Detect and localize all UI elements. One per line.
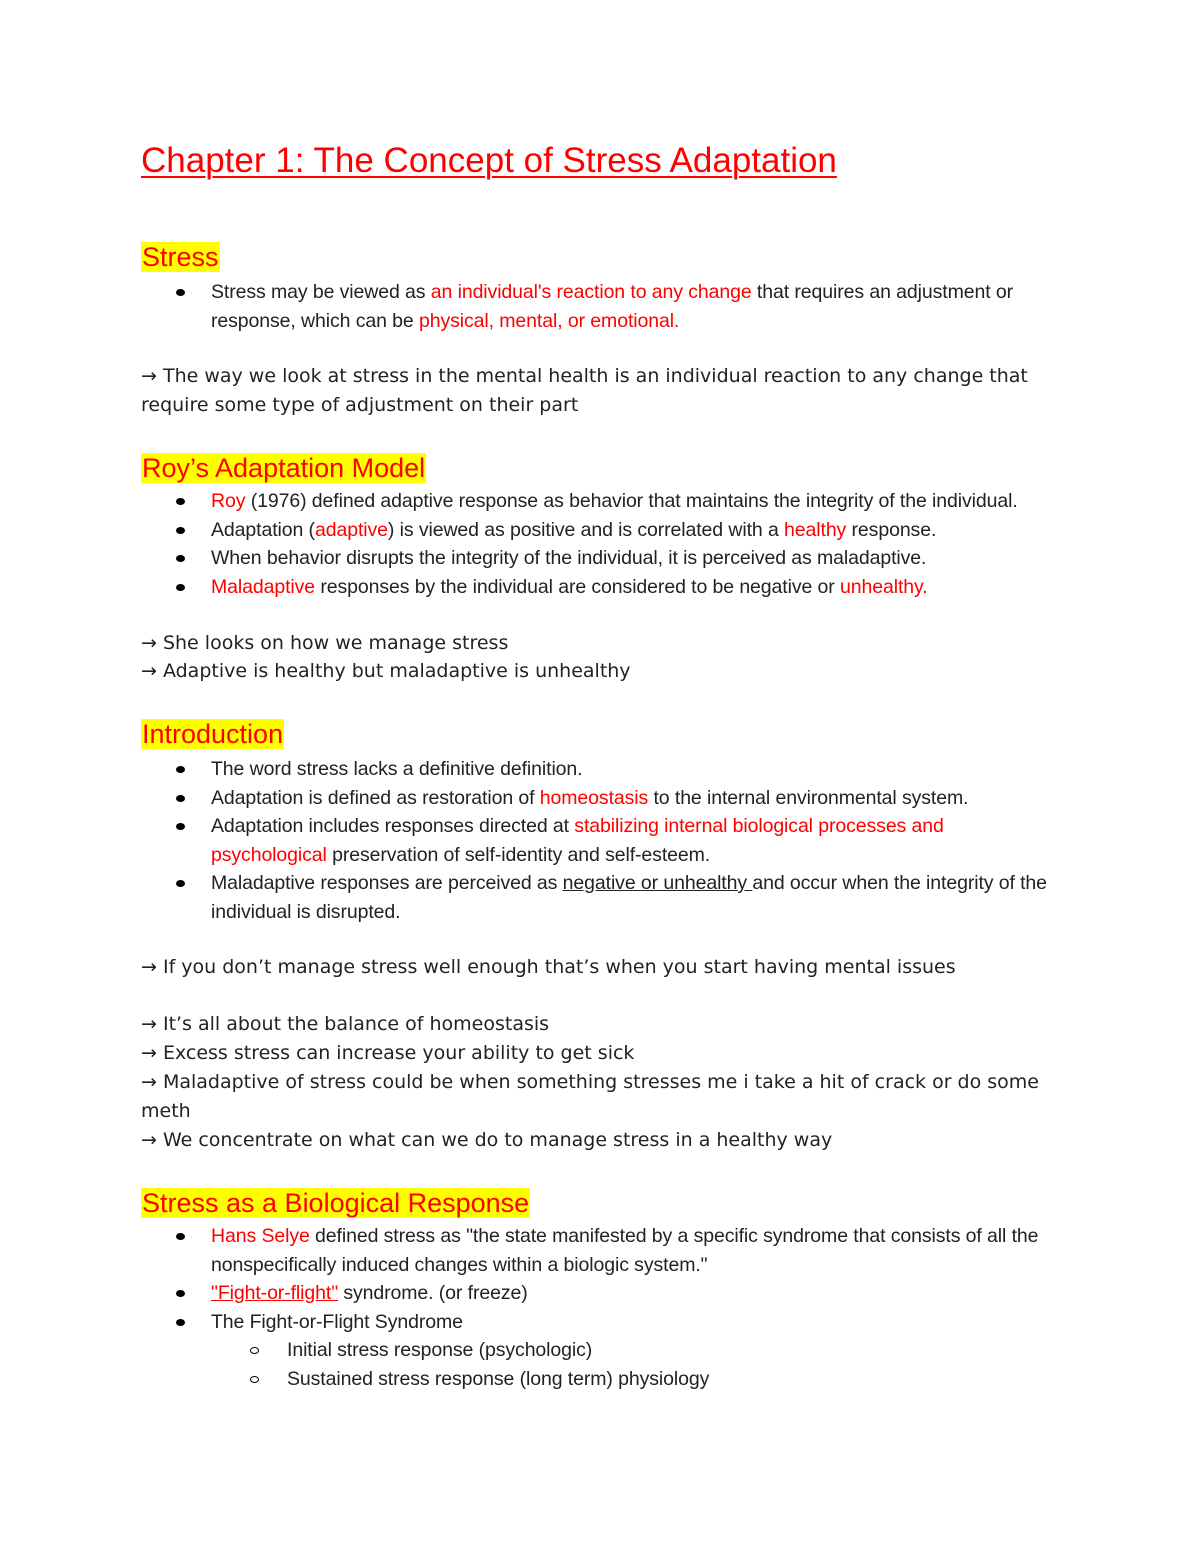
section-heading-stress: Stress [142, 242, 219, 272]
note-line: → We concentrate on what can we do to manage stress in a healthy way [141, 1129, 833, 1151]
bullet-icon [176, 527, 185, 534]
note-line: → The way we look at stress in the mental health is an individual reaction to any change that require some type of adjustment on their part [141, 365, 1028, 416]
bullet-icon [176, 880, 185, 887]
list-item: Maladaptive responses by the individual are considered to be negative or unhealthy. [0, 573, 1056, 602]
bullet-icon [176, 1290, 185, 1297]
circle-bullet-icon [250, 1376, 259, 1383]
bullet-icon [176, 1319, 185, 1326]
section-heading-biological-response: Stress as a Biological Response [142, 1188, 530, 1218]
circle-bullet-icon [250, 1347, 259, 1354]
bullet-icon [176, 498, 185, 505]
list-item: Adaptation is defined as restoration of homeostasis to the internal environmental system. [0, 784, 1056, 813]
list-item: Roy (1976) defined adaptive response as behavior that maintains the integrity of the individual. [0, 487, 1056, 516]
bullet-icon [176, 555, 185, 562]
sub-list-item: Sustained stress response (long term) physiology [0, 1365, 1087, 1394]
bullet-icon [176, 584, 185, 591]
bullet-list-roy [0, 487, 1200, 601]
bullet-icon [176, 1233, 185, 1240]
note-line: → It’s all about the balance of homeostasis [141, 1013, 550, 1035]
section-heading-introduction: Introduction [142, 719, 284, 749]
page-title: Chapter 1: The Concept of Stress Adaptation [141, 141, 837, 180]
bullet-list-biological-response [0, 1222, 1200, 1393]
list-item: Adaptation includes responses directed at stabilizing internal biological processes and psychological preservation of self-identity and self-esteem. [0, 812, 1056, 869]
note-line: → Maladaptive of stress could be when something stresses me i take a hit of crack or do some meth [141, 1071, 1039, 1122]
list-item: Hans Selye defined stress as "the state manifested by a specific syndrome that consists of all the nonspecifically induced changes within a biologic system." [0, 1222, 1056, 1279]
note-line: → She looks on how we manage stress [141, 632, 509, 654]
note-line: → Adaptive is healthy but maladaptive is unhealthy [141, 660, 631, 682]
bullet-list-stress [0, 278, 1200, 335]
note-line: → Excess stress can increase your ability to get sick [141, 1042, 635, 1064]
list-item: Maladaptive responses are perceived as negative or unhealthy and occur when the integrity of the individual is disrupted. [0, 869, 1056, 926]
list-item: The word stress lacks a definitive definition. [0, 755, 1056, 784]
list-item: Adaptation (adaptive) is viewed as positive and is correlated with a healthy response. [0, 516, 1056, 545]
list-item: Stress may be viewed as an individual's reaction to any change that requires an adjustment or response, which can be physical, mental, or emotional. [0, 278, 1056, 335]
bullet-icon [176, 289, 185, 296]
list-item: "Fight-or-flight" syndrome. (or freeze) [0, 1279, 1056, 1308]
bullet-icon [176, 766, 185, 773]
list-item: When behavior disrupts the integrity of the individual, it is perceived as maladaptive. [0, 544, 1056, 573]
sub-list [0, 1336, 1056, 1393]
list-item: The Fight-or-Flight Syndrome Initial stress response (psychologic) Sustained stress response (long term) physiology [0, 1308, 1056, 1394]
sub-list-item: Initial stress response (psychologic) [0, 1336, 1087, 1365]
bullet-list-introduction [0, 755, 1200, 926]
note-line: → If you don’t manage stress well enough that’s when you start having mental issues [141, 956, 956, 978]
bullet-icon [176, 795, 185, 802]
bullet-icon [176, 823, 185, 830]
section-heading-roy: Roy’s Adaptation Model [142, 453, 426, 483]
